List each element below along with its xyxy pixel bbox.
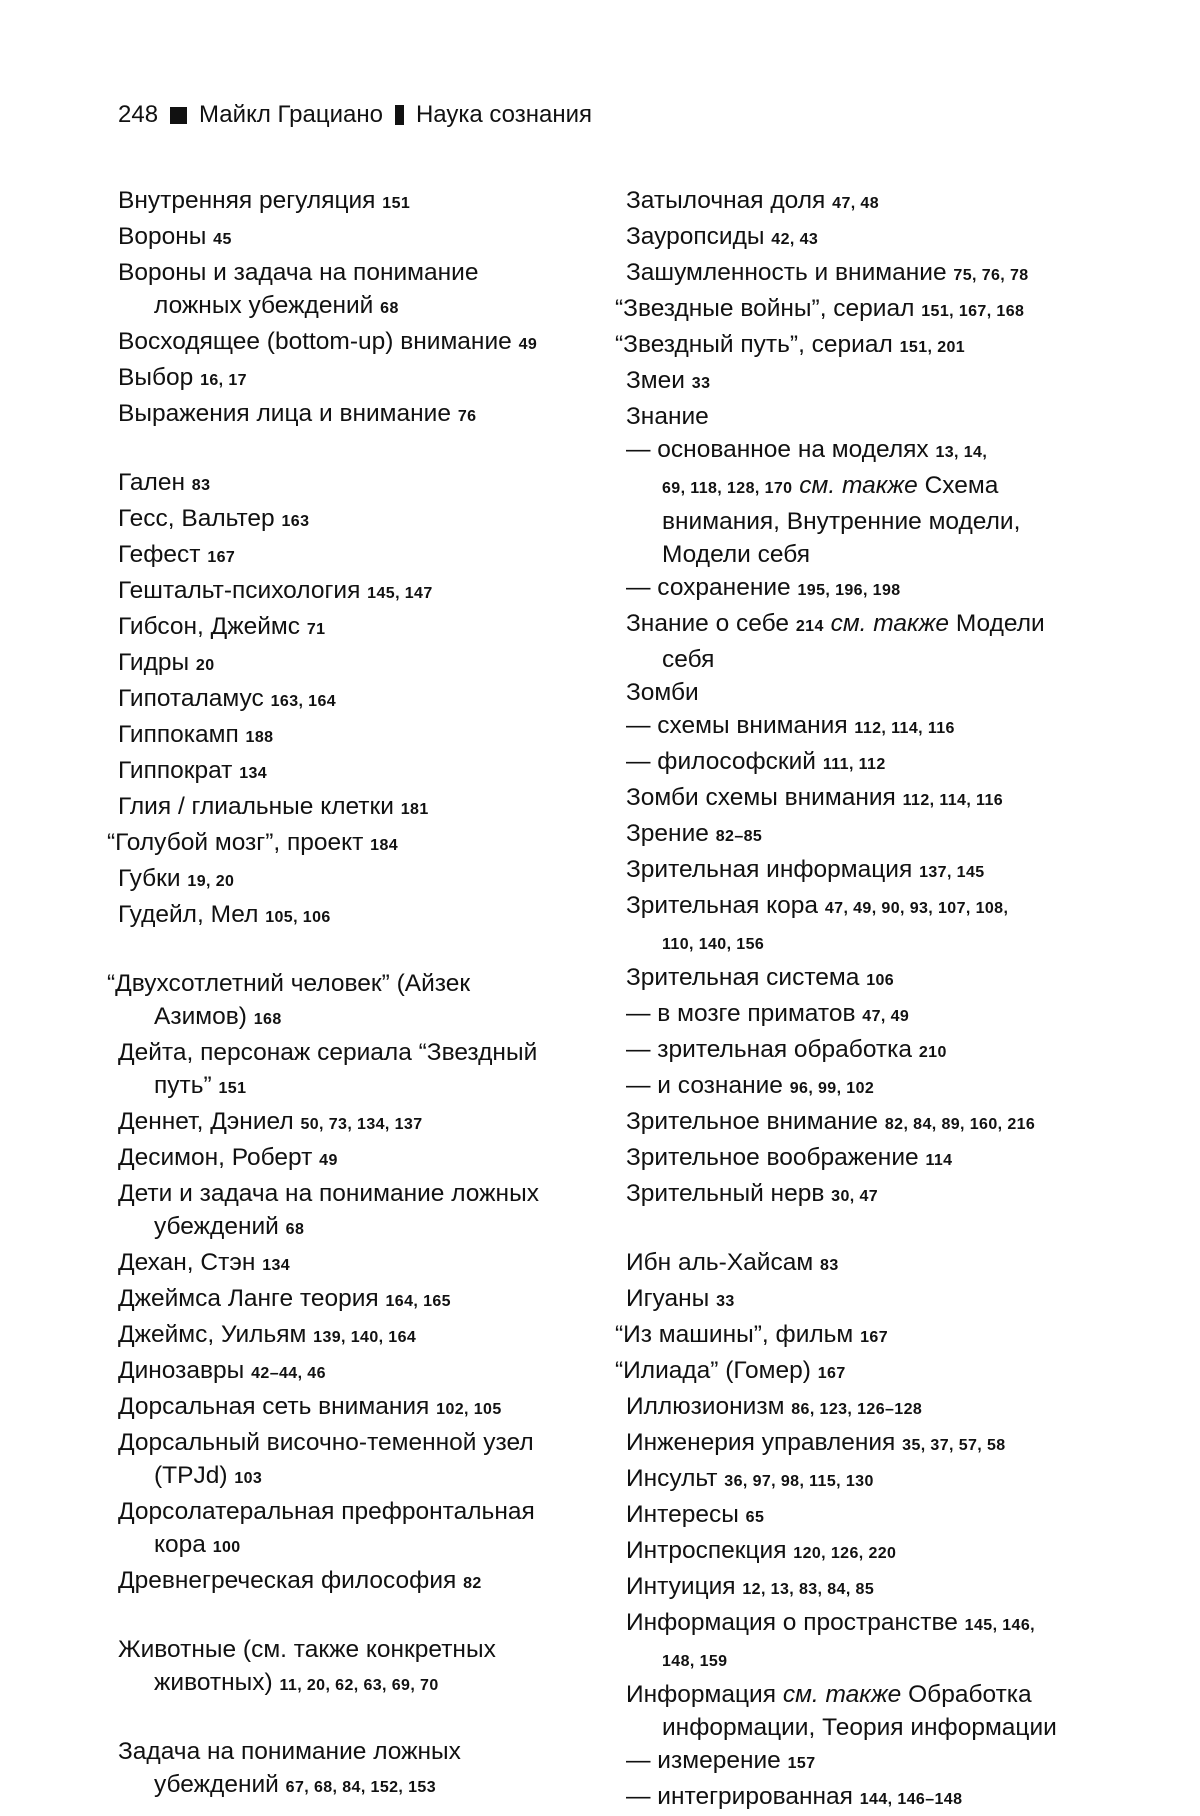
entry-pages: 35, 37, 57, 58	[902, 1437, 1006, 1454]
index-entry-continuation	[626, 538, 1096, 571]
entry-term: Игуаны	[626, 1285, 710, 1312]
entry-term: Гудейл, Мел	[118, 901, 259, 928]
entry-term: Джеймса Ланге теория	[118, 1285, 379, 1312]
index-entry-continuation	[626, 1711, 1096, 1744]
entry-term: (TPJd)	[154, 1462, 228, 1489]
entry-pages: 42–44, 46	[251, 1365, 326, 1382]
entry-pages: 151	[382, 195, 411, 212]
index-entry	[626, 1069, 1096, 1105]
entry-pages: 12, 13, 83, 84, 85	[742, 1581, 875, 1598]
index-entry	[118, 610, 618, 646]
entry-pages: 20	[195, 657, 215, 674]
entry-term: — сохранение	[626, 574, 791, 601]
entry-term: “Голубой мозг”, проект	[107, 829, 364, 856]
index-entry	[118, 184, 618, 220]
index-entry	[118, 256, 618, 289]
entry-term: Знание	[626, 403, 709, 430]
entry-term: Знание о себе	[626, 610, 790, 637]
index-entry	[626, 1462, 1096, 1498]
entry-term: Гипоталамус	[118, 685, 264, 712]
index-entry	[626, 1570, 1096, 1606]
index-entry	[626, 433, 1096, 469]
entry-pages: 11, 20, 62, 63, 69, 70	[279, 1677, 439, 1694]
entry-pages: 184	[370, 837, 399, 854]
section-gap	[118, 433, 618, 466]
cross-reference-target: Модели	[955, 610, 1045, 637]
entry-pages: 96, 99, 102	[789, 1080, 875, 1097]
index-entry	[626, 676, 1096, 709]
entry-term: Деннет, Дэниел	[118, 1108, 294, 1135]
entry-pages: 47, 49, 90, 93, 107, 108,	[824, 900, 1009, 917]
entry-pages: 163, 164	[270, 693, 337, 710]
entry-pages: 112, 114, 116	[902, 792, 1004, 809]
entry-term: убеждений	[154, 1213, 279, 1240]
entry-pages: 111, 112	[822, 756, 886, 773]
entry-term: Азимов)	[154, 1003, 247, 1030]
entry-term: “Звездный путь”, сериал	[615, 331, 893, 358]
index-entry	[626, 1606, 1096, 1642]
index-entry	[118, 898, 618, 934]
entry-term: убеждений	[154, 1771, 279, 1798]
index-entry	[626, 1426, 1096, 1462]
entry-term: Джеймс, Уильям	[118, 1321, 307, 1348]
entry-term: — в мозге приматов	[626, 1000, 856, 1027]
entry-pages: 67, 68, 84, 152, 153	[285, 1779, 437, 1796]
entry-pages: 139, 140, 164	[313, 1329, 417, 1346]
entry-term: Информация о пространстве	[626, 1609, 958, 1636]
entry-pages: 181	[400, 801, 429, 818]
entry-term: Вороны и задача на понимание	[118, 259, 479, 286]
author-name: Майкл Грациано	[199, 101, 383, 128]
index-entry	[118, 1318, 618, 1354]
cross-reference: см. также	[782, 1681, 902, 1708]
section-gap	[118, 1600, 618, 1633]
entry-pages: 33	[691, 375, 711, 392]
entry-term: Гидры	[118, 649, 190, 676]
entry-term: Глия / глиальные клетки	[118, 793, 394, 820]
book-title: Наука сознания	[415, 101, 593, 128]
index-entry	[118, 1141, 618, 1177]
index-entry	[626, 1498, 1096, 1534]
entry-pages: 13, 14,	[935, 444, 988, 461]
index-entry	[107, 967, 618, 1000]
entry-pages: 76	[457, 408, 477, 425]
index-entry	[626, 1780, 1096, 1816]
index-entry	[626, 256, 1096, 292]
index-entry	[626, 364, 1096, 400]
index-entry-continuation	[118, 1666, 618, 1702]
entry-pages: 16, 17	[200, 372, 247, 389]
entry-term: Десимон, Роберт	[118, 1144, 313, 1171]
index-entry	[626, 1534, 1096, 1570]
entry-pages: 82–85	[715, 828, 763, 845]
index-entry	[118, 1105, 618, 1141]
entry-pages: 49	[319, 1152, 338, 1169]
index-entry	[626, 709, 1096, 745]
index-entry-continuation	[626, 469, 1096, 505]
entry-pages: 105, 106	[265, 909, 331, 926]
entry-pages: 82, 84, 89, 160, 216	[884, 1116, 1036, 1133]
index-entry	[118, 790, 618, 826]
entry-term: Зрительное воображение	[626, 1144, 919, 1171]
index-entry	[626, 184, 1096, 220]
entry-term: информации, Теория информации	[662, 1714, 1057, 1741]
entry-term: Зауропсиды	[626, 223, 765, 250]
entry-pages: 167	[860, 1329, 888, 1346]
entry-term: Интуиция	[626, 1573, 736, 1600]
entry-term: Дорсальная сеть внимания	[118, 1393, 430, 1420]
entry-pages: 45	[213, 231, 232, 248]
entry-term: путь”	[154, 1072, 212, 1099]
entry-term: Гиппокамп	[118, 721, 239, 748]
index-entry	[118, 862, 618, 898]
entry-term: Дехан, Стэн	[118, 1249, 256, 1276]
index-entry	[626, 853, 1096, 889]
entry-term: Дейта, персонаж сериала “Звездный	[118, 1039, 538, 1066]
index-entry-continuation	[118, 1210, 618, 1246]
index-entry	[626, 1105, 1096, 1141]
entry-pages: 214	[795, 618, 824, 635]
index-entry-continuation	[118, 1069, 618, 1105]
entry-term: Задача на понимание ложных	[118, 1738, 461, 1765]
index-entry	[118, 682, 618, 718]
entry-pages: 134	[239, 765, 268, 782]
entry-term: Внутренняя регуляция	[118, 187, 376, 214]
entry-term: Ибн аль-Хайсам	[626, 1249, 814, 1276]
entry-pages: 42, 43	[771, 231, 819, 248]
entry-term: Гибсон, Джеймс	[118, 613, 301, 640]
entry-term: Дети и задача на понимание ложных	[118, 1180, 539, 1207]
entry-pages: 151, 201	[899, 339, 966, 356]
index-entry	[118, 220, 618, 256]
square-separator-icon	[170, 107, 187, 124]
entry-term: Зрительная информация	[626, 856, 913, 883]
index-entry-continuation	[626, 505, 1096, 538]
index-entry	[626, 400, 1096, 433]
index-entry-continuation	[118, 1459, 618, 1495]
entry-pages: 36, 97, 98, 115, 130	[724, 1473, 874, 1490]
cross-reference: см. также	[830, 610, 950, 637]
index-entry-continuation	[118, 289, 618, 325]
entry-term: Выражения лица и внимание	[118, 400, 451, 427]
entry-pages: 65	[745, 1509, 765, 1526]
entry-term: Восходящее (bottom-up) внимание	[118, 328, 512, 355]
index-column-left	[107, 184, 618, 1804]
entry-pages: 75, 76, 78	[953, 267, 1029, 284]
entry-term: “Звездные войны”, сериал	[615, 295, 915, 322]
index-entry	[118, 1633, 618, 1666]
entry-pages: 112, 114, 116	[854, 720, 955, 737]
index-entry	[118, 397, 618, 433]
entry-term: Дорсолатеральная префронтальная	[118, 1498, 535, 1525]
entry-term: “Илиада” (Гомер)	[615, 1357, 811, 1384]
page-number: 248	[118, 101, 159, 128]
entry-pages: 157	[787, 1755, 816, 1772]
entry-pages: 33	[716, 1293, 735, 1310]
entry-pages: 82	[463, 1575, 482, 1592]
cross-reference-target: Схема	[924, 472, 999, 499]
entry-pages: 69, 118, 128, 170	[662, 480, 793, 497]
entry-term: животных)	[154, 1669, 273, 1696]
entry-term: Губки	[118, 865, 181, 892]
entry-pages: 100	[212, 1539, 241, 1556]
section-gap	[118, 934, 618, 967]
entry-term: кора	[154, 1531, 206, 1558]
entry-pages: 83	[820, 1257, 839, 1274]
index-entry	[626, 889, 1096, 925]
index-entry	[118, 1426, 618, 1459]
index-entry	[118, 574, 618, 610]
entry-pages: 114	[925, 1152, 953, 1169]
index-entry	[118, 1390, 618, 1426]
entry-term: внимания, Внутренние модели,	[662, 508, 1021, 535]
entry-pages: 49	[518, 336, 538, 353]
cross-reference-target: Обработка	[908, 1681, 1032, 1708]
index-entry	[626, 745, 1096, 781]
index-entry	[118, 718, 618, 754]
index-entry	[626, 1678, 1096, 1711]
entry-term: Зашумленность и внимание	[626, 259, 947, 286]
cross-reference: см. также	[799, 472, 918, 499]
entry-term: Зрительная система	[626, 964, 860, 991]
entry-term: Динозавры	[118, 1357, 245, 1384]
index-entry-continuation	[626, 1642, 1096, 1678]
entry-term: Зрительный нерв	[626, 1180, 825, 1207]
entry-pages: 50, 73, 134, 137	[300, 1116, 423, 1133]
entry-pages: 145, 147	[367, 585, 433, 602]
index-entry	[118, 754, 618, 790]
entry-pages: 47, 48	[832, 195, 880, 212]
entry-term: — зрительная обработка	[626, 1036, 913, 1063]
entry-pages: 68	[285, 1221, 305, 1238]
index-entry	[615, 1318, 1096, 1354]
entry-pages: 103	[234, 1470, 263, 1487]
section-gap	[118, 1702, 618, 1735]
entry-pages: 163	[281, 513, 310, 530]
entry-pages: 83	[191, 477, 211, 494]
entry-pages: 167	[207, 549, 236, 566]
entry-term: Инженерия управления	[626, 1429, 896, 1456]
entry-term: Интересы	[626, 1501, 739, 1528]
index-entry	[626, 997, 1096, 1033]
entry-term: — схемы внимания	[626, 712, 848, 739]
entry-term: — философский	[626, 748, 816, 775]
index-entry	[118, 1177, 618, 1210]
entry-term: Животные (см. также конкретных	[118, 1636, 496, 1663]
index-entry	[118, 1495, 618, 1528]
index-entry-continuation	[118, 1768, 618, 1804]
entry-term: Зрение	[626, 820, 709, 847]
entry-pages: 148, 159	[662, 1653, 728, 1670]
entry-pages: 30, 47	[831, 1188, 879, 1205]
index-entry	[118, 1735, 618, 1768]
entry-pages: 102, 105	[436, 1401, 502, 1418]
page-header	[118, 100, 592, 130]
entry-term: “Из машины”, фильм	[615, 1321, 854, 1348]
section-gap	[626, 1213, 1096, 1246]
index-entry	[626, 607, 1096, 643]
index-entry	[626, 1282, 1096, 1318]
entry-pages: 137, 145	[919, 864, 985, 881]
index-entry	[626, 220, 1096, 256]
index-entry-continuation	[118, 1000, 618, 1036]
entry-term: себя	[662, 646, 715, 673]
index-entry	[118, 646, 618, 682]
entry-term: Зомби схемы внимания	[626, 784, 896, 811]
entry-term: Гефест	[118, 541, 201, 568]
entry-term: Зрительное внимание	[626, 1108, 879, 1135]
index-entry	[626, 1177, 1096, 1213]
entry-pages: 210	[918, 1044, 947, 1061]
entry-pages: 68	[380, 300, 399, 317]
entry-term: — и сознание	[626, 1072, 783, 1099]
entry-term: Гесс, Вальтер	[118, 505, 275, 532]
entry-pages: 106	[866, 972, 895, 989]
index-entry	[118, 1036, 618, 1069]
entry-term: “Двухсотлетний человек” (Айзек	[107, 970, 471, 997]
entry-term: — интегрированная	[626, 1783, 853, 1810]
entry-pages: 164, 165	[385, 1293, 451, 1310]
entry-term: Инсульт	[626, 1465, 718, 1492]
index-entry	[118, 1282, 618, 1318]
index-entry	[118, 325, 618, 361]
index-entry	[626, 1390, 1096, 1426]
index-entry	[118, 538, 618, 574]
index-entry	[626, 1246, 1096, 1282]
entry-pages: 120, 126, 220	[793, 1545, 897, 1562]
entry-term: Модели себя	[662, 541, 811, 568]
entry-term: Древнегреческая философия	[118, 1567, 457, 1594]
entry-pages: 151	[218, 1080, 247, 1097]
entry-pages: 168	[253, 1011, 282, 1028]
index-column-right	[615, 184, 1096, 1816]
entry-pages: 19, 20	[187, 873, 235, 890]
index-entry-continuation	[118, 1528, 618, 1564]
entry-term: Гиппократ	[118, 757, 233, 784]
index-entry	[626, 571, 1096, 607]
entry-pages: 47, 49	[862, 1008, 910, 1025]
entry-pages: 151, 167, 168	[921, 303, 1025, 320]
index-entry	[615, 328, 1096, 364]
entry-term: Зрительная кора	[626, 892, 819, 919]
index-entry	[118, 361, 618, 397]
entry-pages: 145, 146,	[964, 1617, 1035, 1634]
index-entry	[626, 1141, 1096, 1177]
index-entry	[626, 817, 1096, 853]
index-entry	[118, 466, 618, 502]
index-entry	[626, 961, 1096, 997]
entry-term: Вороны	[118, 223, 207, 250]
index-entry	[118, 1246, 618, 1282]
index-entry	[118, 1354, 618, 1390]
index-entry	[615, 1354, 1096, 1390]
index-entry	[118, 1564, 618, 1600]
index-entry	[615, 292, 1096, 328]
index-entry	[107, 826, 618, 862]
entry-pages: 110, 140, 156	[662, 936, 765, 953]
entry-pages: 188	[245, 729, 274, 746]
entry-term: Затылочная доля	[626, 187, 826, 214]
entry-term: Зомби	[626, 679, 699, 706]
entry-term: Информация	[626, 1681, 777, 1708]
entry-term: — измерение	[626, 1747, 781, 1774]
index-entry	[626, 1744, 1096, 1780]
entry-pages: 144, 146–148	[859, 1791, 963, 1808]
entry-term: Дорсальный височно-теменной узел	[118, 1429, 534, 1456]
index-entry	[626, 781, 1096, 817]
bar-separator-icon	[395, 105, 404, 125]
entry-pages: 86, 123, 126–128	[791, 1401, 923, 1418]
entry-term: Интроспекция	[626, 1537, 787, 1564]
entry-term: Выбор	[118, 364, 194, 391]
entry-pages: 71	[306, 621, 326, 638]
entry-term: ложных убеждений	[154, 292, 374, 319]
entry-term: Гештальт-психология	[118, 577, 361, 604]
entry-term: Змеи	[626, 367, 685, 394]
entry-term: — основанное на моделях	[626, 436, 929, 463]
entry-pages: 195, 196, 198	[797, 582, 901, 599]
index-entry-continuation	[626, 925, 1096, 961]
entry-term: Иллюзионизм	[626, 1393, 785, 1420]
entry-pages: 134	[262, 1257, 291, 1274]
entry-pages: 167	[817, 1365, 846, 1382]
index-entry	[626, 1033, 1096, 1069]
index-entry	[118, 502, 618, 538]
index-entry-continuation	[626, 643, 1096, 676]
entry-term: Гален	[118, 469, 185, 496]
